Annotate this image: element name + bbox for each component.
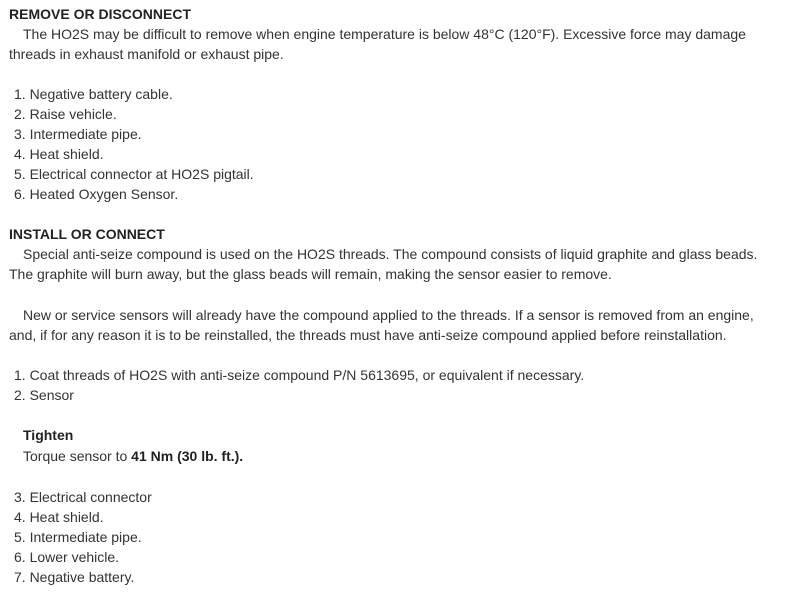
install-step-7: 7. Negative battery. [14, 569, 135, 585]
remove-step-1: 1. Negative battery cable. [14, 86, 173, 102]
install-step-6: 6. Lower vehicle. [14, 549, 120, 565]
install-step-5: 5. Intermediate pipe. [14, 529, 142, 545]
tighten-spec [23, 446, 243, 466]
remove-step-6: 6. Heated Oxygen Sensor. [14, 186, 179, 202]
install-step-4: 4. Heat shield. [14, 509, 104, 525]
install-heading: INSTALL OR CONNECT [9, 226, 165, 242]
tighten-spec-value: 41 Nm (30 lb. ft.). [131, 448, 244, 464]
tighten-heading: Tighten [23, 427, 74, 443]
remove-intro-line-1: The HO2S may be difficult to remove when engine temperature is below 48°C (120°F). Excessive force may damage [23, 26, 746, 42]
remove-heading: REMOVE OR DISCONNECT [9, 6, 192, 22]
install-step-3: 3. Electrical connector [14, 489, 152, 505]
remove-step-2: 2. Raise vehicle. [14, 106, 117, 122]
install-step-2: 2. Sensor [14, 387, 74, 403]
install-para2-line-1: New or service sensors will already have the compound applied to the threads. If a sensor is removed from an engine, [23, 307, 754, 323]
tighten-spec-prefix: Torque sensor to [23, 448, 132, 464]
install-step-1: 1. Coat threads of HO2S with anti-seize compound P/N 5613695, or equivalent if necessary. [14, 367, 585, 383]
remove-step-4: 4. Heat shield. [14, 146, 104, 162]
remove-step-5: 5. Electrical connector at HO2S pigtail. [14, 166, 254, 182]
install-para1-line-2: The graphite will burn away, but the glass beads will remain, making the sensor easier to remove. [9, 266, 612, 282]
install-para1-line-1: Special anti-seize compound is used on the HO2S threads. The compound consists of liquid graphite and glass beads. [23, 246, 758, 262]
install-para2-line-2: and, if for any reason it is to be reinstalled, the threads must have anti-seize compound applied before reinstallation. [9, 327, 727, 343]
remove-step-3: 3. Intermediate pipe. [14, 126, 142, 142]
remove-intro-line-2: threads in exhaust manifold or exhaust pipe. [9, 46, 284, 62]
